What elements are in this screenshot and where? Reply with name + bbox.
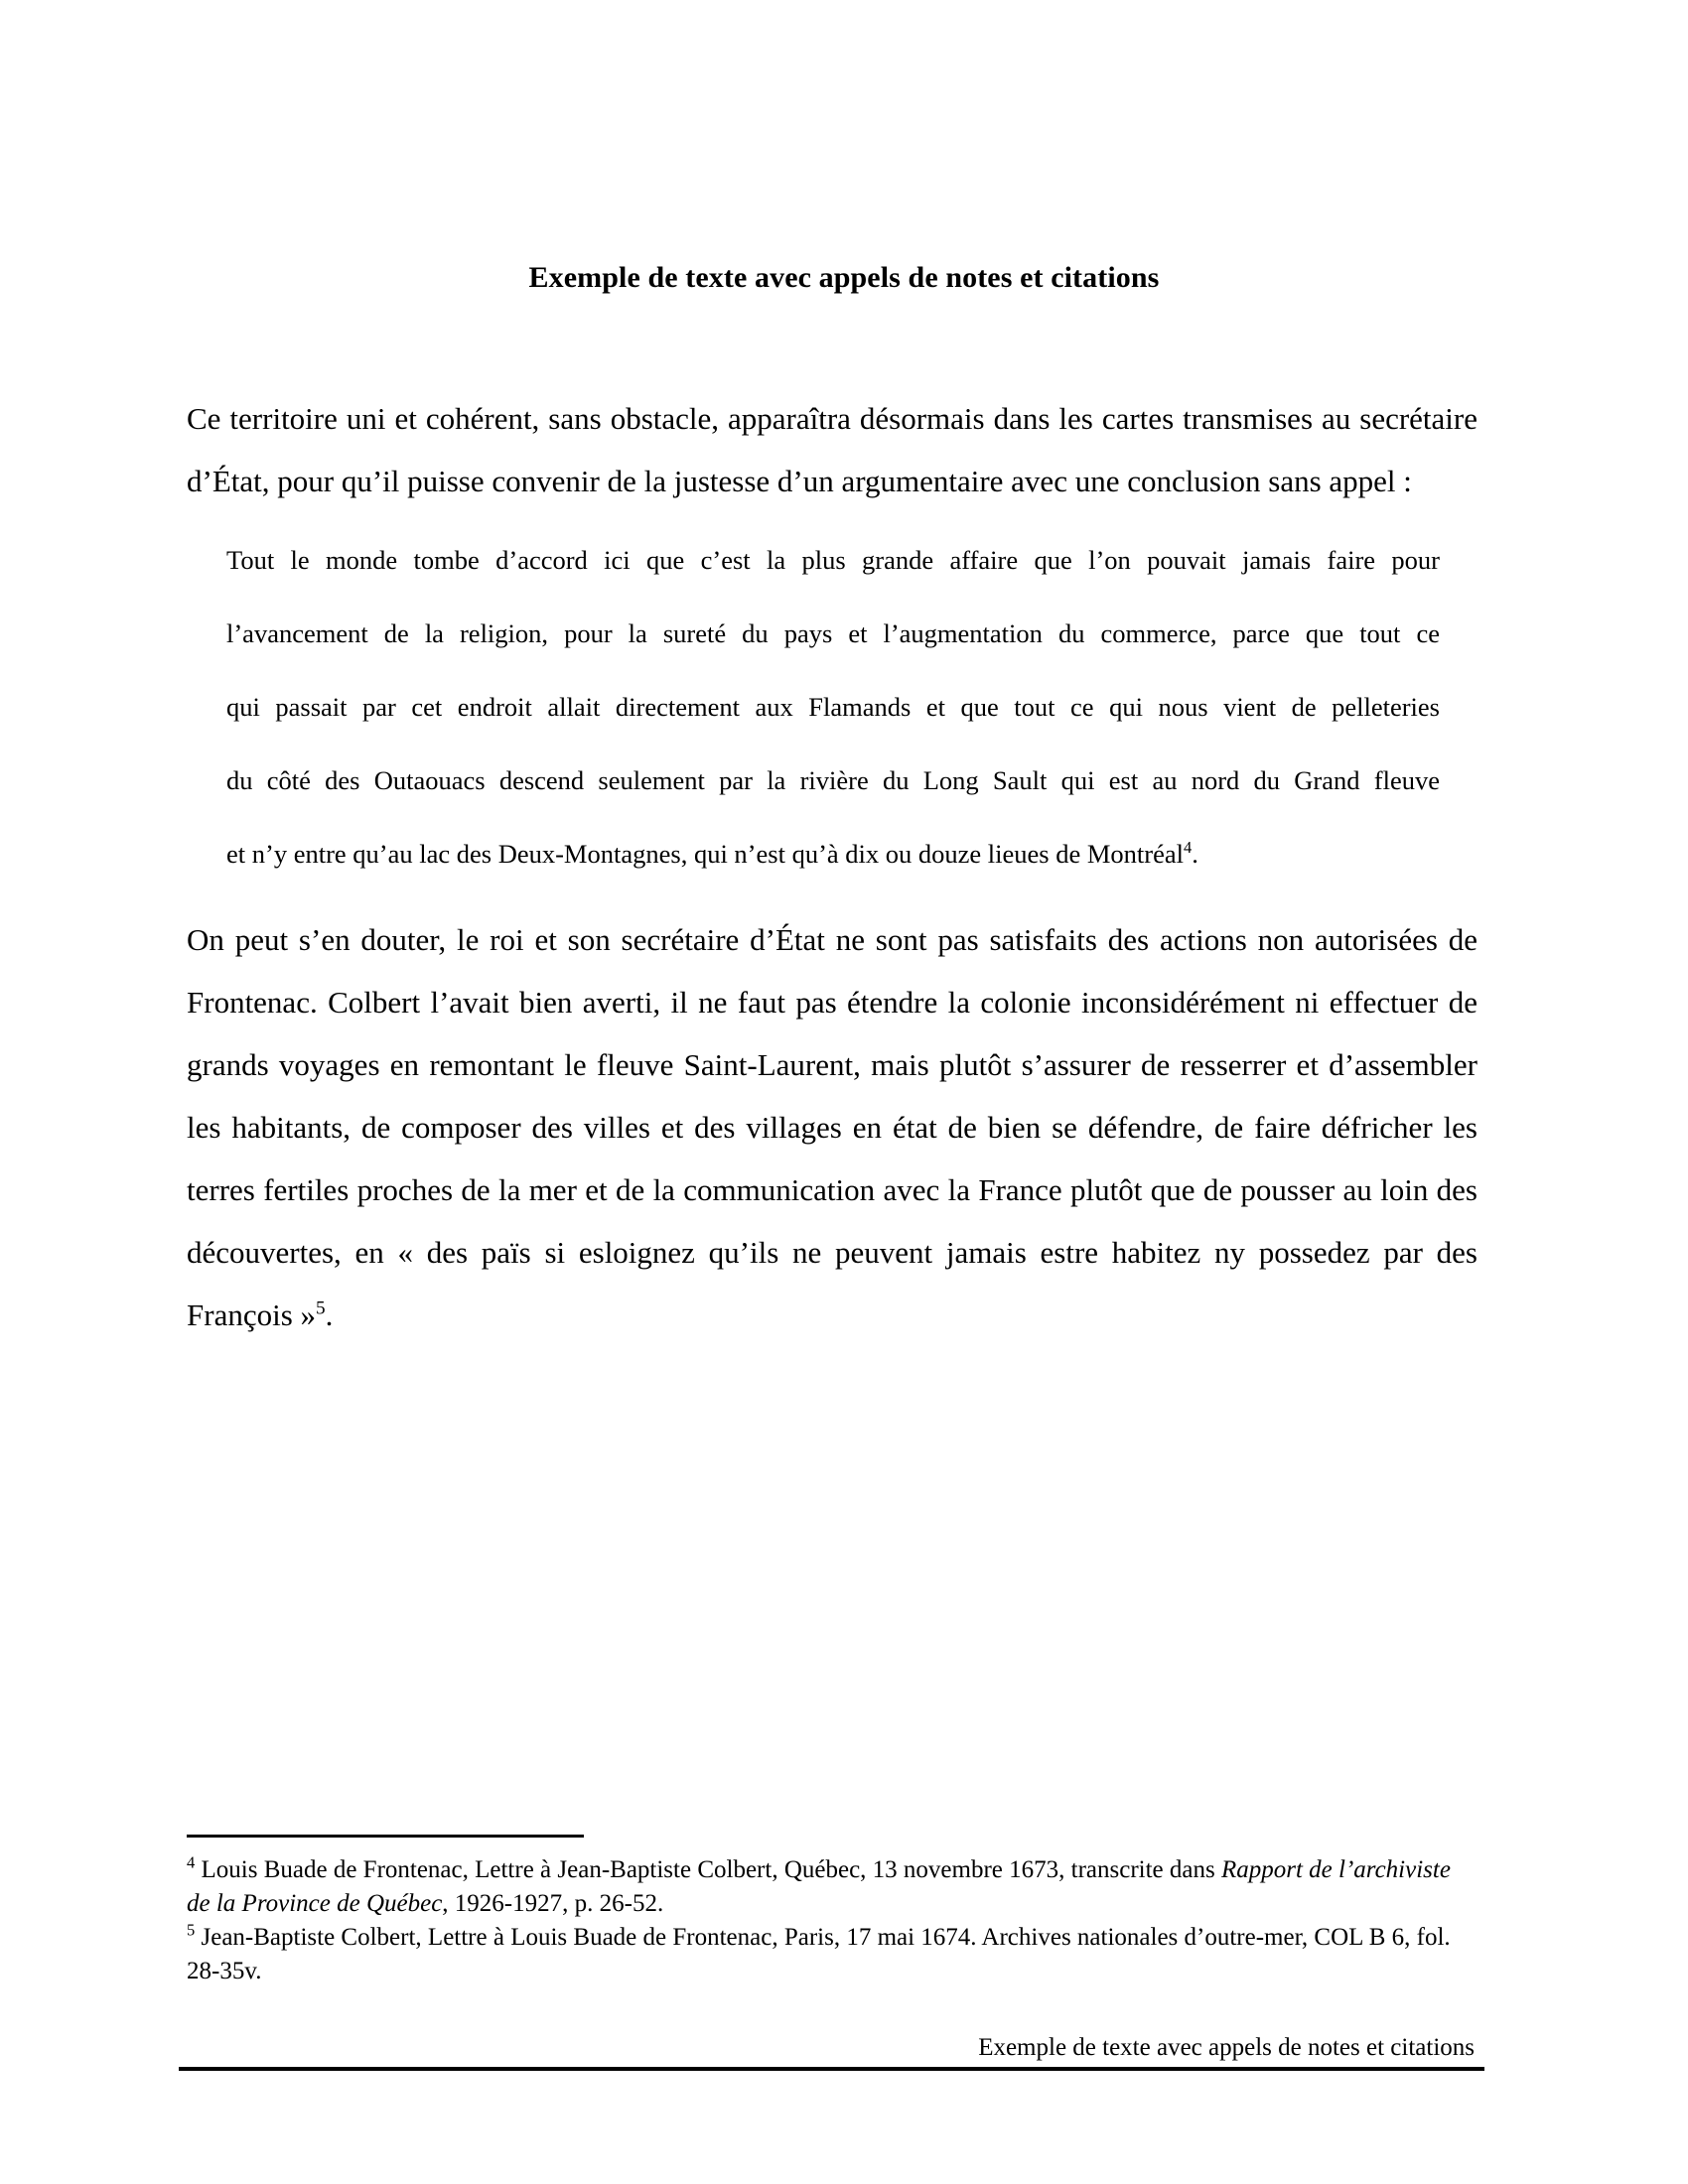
quote-trailing-punctuation: . <box>1192 839 1198 869</box>
document-body <box>187 387 1477 1346</box>
quote-line: du côté des Outaouacs descend seulement par la rivière du Long Sault qui est au nord du Grand fleuve <box>226 765 1440 795</box>
footnote-item-5 <box>187 1921 1477 1988</box>
page-title: Exemple de texte avec appels de notes et citations <box>528 261 1160 295</box>
page-footer-text: Exemple de texte avec appels de notes et citations <box>978 2034 1475 2061</box>
quote-line: l’avancement de la religion, pour la sureté du pays et l’augmentation du commerce, parce que tout ce <box>226 618 1440 648</box>
page-footer-rule <box>179 2067 1484 2071</box>
footnote-text-before-italic: Louis Buade de Frontenac, Lettre à Jean-Baptiste Colbert, Québec, 13 novembre 1673, transcrite dans <box>195 1856 1221 1883</box>
footnote-number-5: 5 <box>187 1920 196 1940</box>
footnote-area <box>187 1835 1477 1988</box>
footnote-text-before-italic: Jean-Baptiste Colbert, Lettre à Louis Buade de Frontenac, Paris, 17 mai 1674. Archives nationales d’outre-mer, COL B 6, fol. 28-35v. <box>187 1924 1451 1984</box>
footnote-italic-title: Rapport de l’archiviste de la Province de Québec <box>187 1856 1451 1917</box>
paragraph-commentary-text: On peut s’en douter, le roi et son secrétaire d’État ne sont pas satisfaits des actions non autorisées de Frontenac. Colbert l’avait bien averti, il ne faut pas étendre la colonie inconsidérément ni effectuer de grands voyages en remontant le fleuve Saint-Laurent, mais plutôt s’assurer de resserrer et d’assembler les habitants, de composer des villes et des villages en état de bien se défendre, de faire défricher les terres fertiles proches de la mer et de la communication avec la France plutôt que de pousser au loin des découvertes, en « des païs si esloignez qu’ils ne peuvent jamais estre habitez ny possedez par des François » <box>187 922 1477 1332</box>
quote-line-text: et n’y entre qu’au lac des Deux-Montagnes, qui n’est qu’à dix ou douze lieues de Montréal <box>226 839 1185 869</box>
block-quotation <box>226 542 1440 873</box>
quote-line: qui passait par cet endroit allait directement aux Flamands et que tout ce qui nous vient de pelleteries <box>226 692 1440 722</box>
paragraph-commentary-tail: . <box>325 1297 334 1332</box>
footnote-text-after-italic: , 1926-1927, p. 26-52. <box>442 1890 664 1917</box>
page-footer <box>179 2032 1484 2071</box>
paragraph-intro: Ce territoire uni et cohérent, sans obstacle, apparaîtra désormais dans les cartes transmises au secrétaire d’État, pour qu’il puisse convenir de la justesse d’un argumentaire avec une conclusion sans appel : <box>187 401 1477 498</box>
footnote-item-4 <box>187 1853 1477 1921</box>
quote-line-last <box>226 836 1440 873</box>
footnote-ref-5[interactable]: 5 <box>316 1297 326 1319</box>
footnote-number-4: 4 <box>187 1852 196 1872</box>
footnote-separator-rule <box>187 1835 584 1838</box>
paragraph-commentary <box>187 908 1477 1346</box>
footnote-ref-4[interactable]: 4 <box>1184 838 1193 858</box>
quote-line: Tout le monde tombe d’accord ici que c’est la plus grande affaire que l’on pouvait jamais faire pour <box>226 545 1440 575</box>
